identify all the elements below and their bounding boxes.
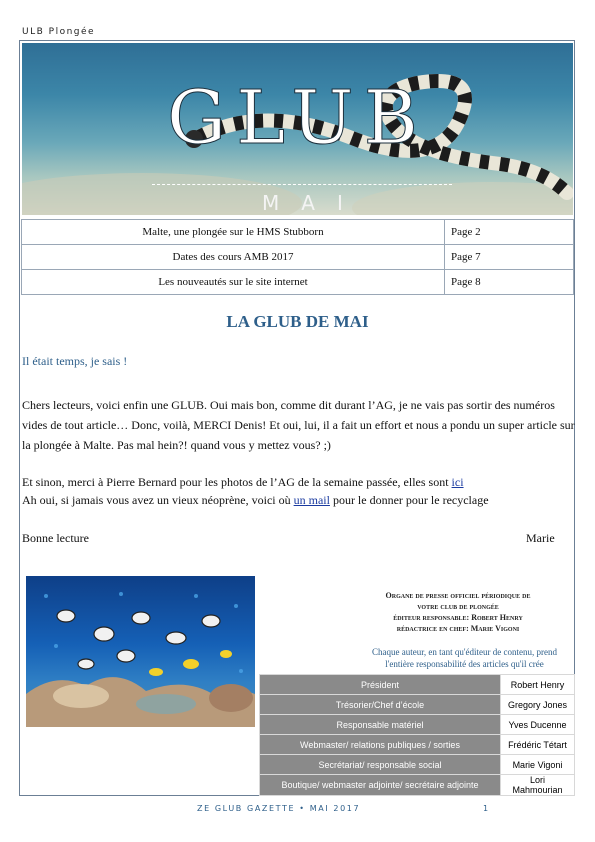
masthead-line: rédactrice en chef: Marie Vigoni [396,624,520,633]
paragraph-text: pour le donner pour le recyclage [329,493,489,507]
table-row [260,755,575,775]
table-row [260,775,575,796]
toc-title: Dates des cours AMB 2017 [22,245,445,270]
article-lead: Il était temps, je sais ! [22,354,128,368]
committee-member: Frédéric Tétart [501,735,575,755]
newsletter-title: GLUB [167,75,428,161]
committee-role: Président [260,675,501,695]
banner-divider [152,184,452,185]
committee-role: Responsable matériel [260,715,501,735]
footer-title: ZE GLUB GAZETTE • MAI 2017 [197,804,361,813]
table-row [260,695,575,715]
article-heading: LA GLUB DE MAI [226,312,369,331]
toc-row [22,220,574,245]
reef-fish-illustration [26,576,255,727]
committee-member: Lori Mahmourian [501,775,575,796]
issue-month: MAI [262,191,365,215]
toc-row [22,245,574,270]
table-row [260,735,575,755]
closing-text: Bonne lecture [22,531,89,545]
reef-fish-photo [26,576,255,727]
toc-title: Malte, une plongée sur le HMS Stubborn [22,220,445,245]
committee-role: Trésorier/Chef d’école [260,695,501,715]
committee-member: Yves Ducenne [501,715,575,735]
toc-page: Page 8 [445,270,574,295]
masthead-line: votre club de plongée [417,602,499,611]
disclaimer: Chaque auteur, en tant qu'éditeur de contenu, prend l'entière responsabilité des articles qu'il crée [372,647,557,669]
toc-page: Page 2 [445,220,574,245]
author-signature: Marie [526,531,555,545]
committee-member: Marie Vigoni [501,755,575,775]
toc-page: Page 7 [445,245,574,270]
masthead [352,590,564,634]
committee-table [259,674,575,796]
masthead-line: Organe de presse officiel périodique de [385,591,531,600]
committee-role: Secrétariat/ responsable social [260,755,501,775]
paragraph-text: Ah oui, si jamais vous avez un vieux néoprène, voici où [22,493,294,507]
toc-title: Les nouveautés sur le site internet [22,270,445,295]
table-row [260,715,575,735]
committee-role: Webmaster/ relations publiques / sorties [260,735,501,755]
banner-image [22,43,573,215]
table-of-contents [21,219,574,295]
masthead-line: éditeur responsable: Robert Henry [393,613,523,622]
paragraph-text: Et sinon, merci à Pierre Bernard pour les photos de l’AG de la semaine passée, elles sont [22,475,452,489]
article-paragraph-recycling [22,490,578,510]
article-paragraph: Chers lecteurs, voici enfin une GLUB. Oui mais bon, comme dit durant l’AG, je ne vais pas sortir des numéros vides de tout article… Donc, voilà, MERCI Denis! Et oui, lui, il a fait un effort et nous a pondu un super article sur la plongée à Malte. Pas mal hein?! quand vous y mettez vous? ;) [22,398,575,452]
photos-link[interactable]: ici [451,475,464,489]
table-row [260,675,575,695]
page-number: 1 [483,804,489,813]
email-link[interactable]: un mail [293,493,330,507]
committee-member: Gregory Jones [501,695,575,715]
organization-name: ULB Plongée [22,27,96,37]
article-paragraph-thanks [22,472,578,492]
committee-member: Robert Henry [501,675,575,695]
toc-row [22,270,574,295]
committee-role: Boutique/ webmaster adjointe/ secrétaire adjointe [260,775,501,796]
